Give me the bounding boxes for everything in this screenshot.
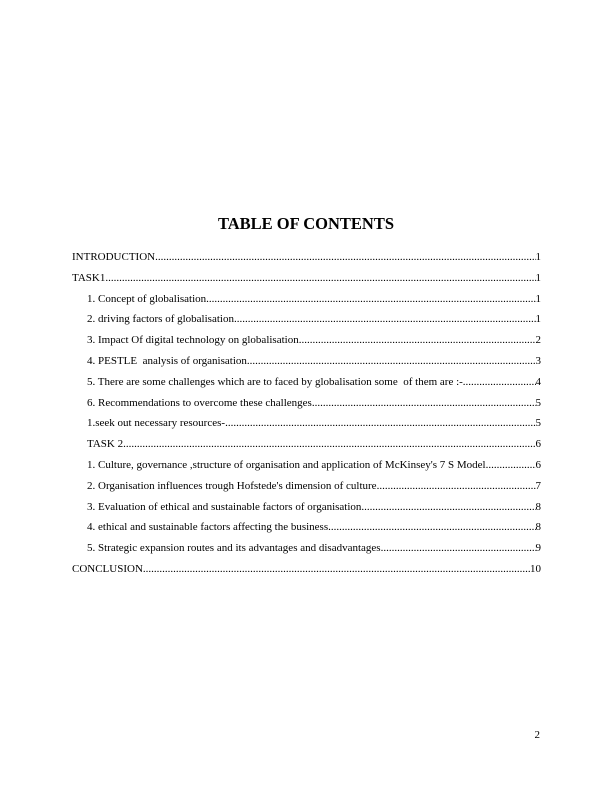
- toc-entry-text: 4. PESTLE analysis of organisation: [87, 354, 247, 367]
- toc-entry-page: 8: [535, 500, 541, 513]
- toc-leader-dots: [361, 497, 535, 518]
- toc-entry-culture-governance[interactable]: [72, 455, 541, 476]
- toc-entry-concept-of-globalisation[interactable]: [72, 289, 541, 310]
- toc-entry-conclusion[interactable]: [72, 559, 541, 580]
- toc-entry-task1[interactable]: [72, 268, 541, 289]
- toc-entry-text: 5. Strategic expansion routes and its advantages and disadvantages: [87, 542, 381, 555]
- toc-entry-page: 8: [535, 521, 541, 534]
- toc-entry-ethical-factors[interactable]: [72, 517, 541, 538]
- toc-leader-dots: [377, 476, 536, 497]
- toc-entry-task2[interactable]: [72, 434, 541, 455]
- toc-entry-page: 1: [535, 271, 541, 284]
- toc-entry-page: 5: [535, 396, 541, 409]
- toc-entry-expansion-routes[interactable]: [72, 538, 541, 559]
- toc-leader-dots: [486, 455, 536, 476]
- toc-leader-dots: [234, 309, 536, 330]
- toc-entry-text: 6. Recommendations to overcome these challenges: [87, 396, 312, 409]
- toc-entry-text: CONCLUSION: [72, 562, 143, 575]
- toc-entry-page: 1: [535, 251, 541, 263]
- toc-entry-page: 7: [535, 479, 541, 492]
- toc-entry-page: 4: [535, 375, 541, 388]
- toc-entry-text: 4. ethical and sustainable factors affecting the business: [87, 521, 329, 534]
- toc-entry-text: 1.seek out necessary resources-: [87, 417, 226, 430]
- toc-entry-recommendations[interactable]: [72, 393, 541, 414]
- toc-leader-dots: [328, 517, 535, 538]
- toc-entry-hofstede[interactable]: [72, 476, 541, 497]
- toc-title: TABLE OF CONTENTS: [217, 214, 395, 233]
- toc-entry-page: 5: [535, 417, 541, 430]
- toc-entry-text: TASK1: [72, 271, 106, 284]
- toc-entry-page: 6: [535, 438, 541, 451]
- toc-entry-page: 9: [535, 542, 541, 555]
- toc-entry-seek-out-resources[interactable]: [72, 413, 541, 434]
- page-number: 2: [534, 729, 540, 741]
- toc-entry-text: 2. driving factors of globalisation: [87, 313, 234, 326]
- toc-leader-dots: [123, 434, 535, 455]
- toc-leader-dots: [299, 330, 536, 351]
- toc-entry-challenges[interactable]: [72, 372, 541, 393]
- toc-leader-dots: [225, 413, 535, 434]
- toc-leader-dots: [247, 351, 536, 372]
- toc-leader-dots: [312, 393, 536, 414]
- toc-leader-dots: [143, 559, 530, 580]
- toc-leader-dots: [381, 538, 536, 559]
- toc-entry-text: 3. Impact Of digital technology on globalisation: [87, 334, 299, 347]
- toc-entry-text: 1. Concept of globalisation: [87, 292, 207, 305]
- toc-entry-introduction[interactable]: [72, 247, 541, 268]
- toc-leader-dots: [105, 268, 535, 289]
- toc-list: [72, 247, 541, 580]
- toc-entry-digital-technology[interactable]: [72, 330, 541, 351]
- toc-entry-page: 3: [535, 354, 541, 367]
- toc-entry-evaluation-ethical[interactable]: [72, 497, 541, 518]
- toc-entry-page: 10: [530, 562, 541, 575]
- toc-entry-pestle-analysis[interactable]: [72, 351, 541, 372]
- toc-entry-text: TASK 2: [87, 438, 124, 451]
- toc-entry-page: 1: [535, 313, 541, 326]
- toc-entry-driving-factors[interactable]: [72, 309, 541, 330]
- toc-leader-dots: [463, 372, 536, 393]
- toc-entry-page: 1: [535, 292, 541, 305]
- toc-entry-text: 3. Evaluation of ethical and sustainable factors of organisation: [87, 500, 362, 513]
- toc-entry-page: 6: [535, 458, 541, 471]
- toc-entry-text: 1. Culture, governance ,structure of organisation and application of McKinsey's 7 S Model: [87, 458, 486, 471]
- toc-entry-page: 2: [535, 334, 541, 347]
- toc-entry-text: INTRODUCTION: [72, 251, 156, 263]
- toc-leader-dots: [155, 247, 535, 268]
- toc-entry-text: 2. Organisation influences trough Hofstede's dimension of culture: [87, 479, 377, 492]
- toc-leader-dots: [206, 289, 535, 310]
- toc-entry-text: 5. There are some challenges which are to faced by globalisation some of them are :-: [87, 375, 463, 388]
